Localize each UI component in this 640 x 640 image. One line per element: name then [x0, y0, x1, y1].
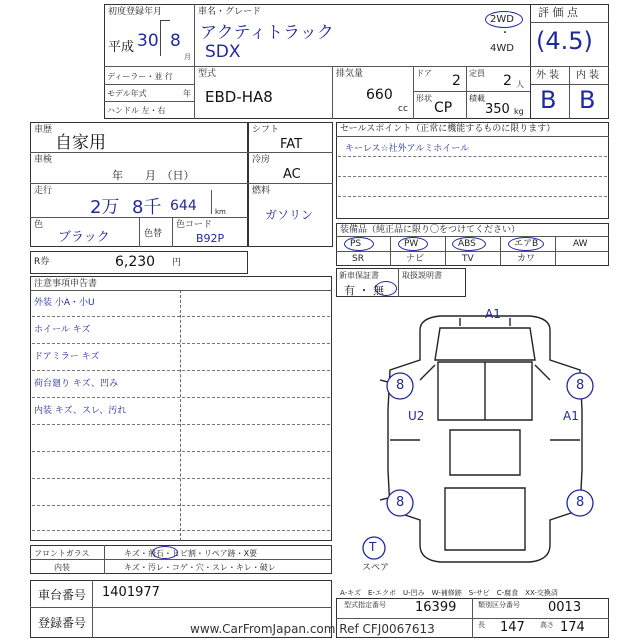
dotted-line [32, 397, 330, 398]
dotted-line [32, 530, 330, 531]
divider [555, 236, 556, 266]
shape-label: 形状 [416, 94, 432, 103]
divider [530, 22, 609, 23]
drive-2wd: 2WD [490, 14, 514, 25]
diag-spare-mark: T [369, 540, 377, 554]
mileage-label: 走行 [34, 186, 53, 196]
divider [104, 101, 194, 102]
divider [211, 190, 212, 214]
category: 自家用 [55, 133, 106, 153]
notes-label: 注意事項申告書 [34, 279, 98, 289]
divider [92, 580, 93, 638]
drive-dot: ・ [500, 28, 510, 39]
dotted-line [32, 424, 330, 425]
equip-abs: ABS [458, 239, 476, 249]
drive-4wd: 4WD [490, 43, 514, 54]
displacement-label: 排気量 [336, 69, 364, 79]
note-item: ホイール キズ [34, 325, 91, 335]
watermark: www.CarFromJapan.com Ref CFJ0067613 [190, 622, 435, 636]
equip-sr: SR [352, 254, 364, 264]
equipment-label: 装備品（純正品に限り〇をつけてください） [340, 225, 521, 235]
score: (4.5) [536, 27, 593, 55]
inspection-value: 年 月 （日） [112, 169, 195, 182]
divider [413, 66, 414, 119]
divider [398, 268, 399, 297]
divider [139, 217, 140, 247]
equip-leather: カワ [517, 254, 536, 264]
divider [336, 251, 609, 252]
diag-right-front: 8 [576, 378, 585, 393]
divider [248, 152, 333, 153]
diag-left-side: U2 [408, 409, 425, 423]
glass-interior-label: 内装 [54, 563, 70, 572]
mileage-man: 2万 [90, 197, 120, 218]
doors: 2 [452, 73, 461, 89]
first-reg-label: 初度登録年月 [108, 7, 163, 17]
capacity-label: 定員 [469, 69, 485, 78]
r-label: R券 [34, 257, 50, 267]
divider [472, 598, 473, 638]
load-unit: kg [514, 107, 524, 116]
carname-label: 車名・グレード [198, 7, 262, 17]
divider [172, 217, 173, 247]
divider [194, 66, 195, 119]
divider [466, 66, 467, 119]
manual-label: 取扱説明書 [402, 271, 442, 280]
aircon: AC [283, 167, 301, 182]
warranty-label: 新車保証書 [339, 271, 379, 280]
note-item: 荷台廻り キズ、凹み [34, 379, 118, 389]
dotted-line [338, 156, 607, 157]
warranty-circle [375, 281, 397, 296]
model-num: 16399 [415, 600, 457, 615]
divider [30, 183, 248, 184]
divider [336, 136, 609, 137]
score-label: 評 価 点 [538, 6, 578, 19]
bracket [160, 20, 161, 56]
height-label: 高さ [540, 621, 554, 629]
mileage-sen: 8千 [132, 197, 162, 218]
car-diagram [360, 300, 610, 580]
era: 平成 [108, 40, 135, 55]
exterior-label: 外 装 [536, 70, 560, 81]
glass-interior-options: キズ・汚レ・コゲ・穴・スレ・キレ・破レ [124, 563, 276, 572]
interior-label: 内 装 [576, 70, 600, 81]
diag-left-front: 8 [396, 378, 405, 393]
aircon-label: 冷房 [252, 155, 271, 165]
sales-label: セールスポイント（正常に機能するものに限ります） [340, 124, 556, 134]
glass-front-options: キズ・飛石・ヒビ割・リペア跡・X要 [124, 549, 258, 558]
class-num-label: 類別区分番号 [478, 601, 520, 609]
diag-top: A1 [485, 307, 501, 321]
load-label: 積載 [469, 94, 485, 103]
reg-label: 登録番号 [38, 616, 87, 630]
dotted-line [338, 176, 607, 177]
dotted-line [32, 370, 330, 371]
grade: SDX [205, 42, 241, 62]
class-num: 0013 [548, 600, 582, 615]
color-code: B92P [196, 232, 225, 245]
displacement: 660 [366, 87, 393, 103]
bracket [160, 20, 170, 21]
dotted-line [32, 343, 330, 344]
equip-ps: PS [350, 239, 362, 249]
legend: A-キズ E-エクボ U-凹み W-補修跡 S-サビ C-腐食 XX-交換済 [340, 589, 558, 597]
shift-label: シフト [252, 125, 280, 135]
diag-spare-label: スペア [362, 563, 390, 573]
color-change-label: 色替 [144, 229, 163, 239]
dotted-line [32, 505, 330, 506]
month-unit: 月 [184, 53, 191, 61]
divider [413, 91, 530, 92]
category-label: 車歴 [34, 125, 53, 135]
length-label: 長 [478, 621, 485, 629]
handle-label: ハンドル 左・右 [107, 106, 166, 115]
divider [104, 84, 194, 85]
divider [248, 183, 333, 184]
dotted-line [338, 196, 607, 197]
exterior-grade: B [540, 86, 557, 114]
divider [390, 236, 391, 266]
equip-tv: TV [462, 254, 474, 264]
diag-right-rear: 8 [576, 495, 585, 510]
load: 350 [485, 102, 510, 117]
divider [500, 236, 501, 266]
diag-right-side: A1 [563, 409, 579, 423]
height-value: 174 [560, 620, 585, 635]
inspection-label: 車検 [34, 155, 53, 165]
model-num-label: 型式指定番号 [344, 601, 386, 609]
divider [445, 236, 446, 266]
dealer-label: ディーラー・並 行 [107, 72, 173, 81]
divider [30, 290, 332, 291]
r-value: 6,230 [115, 254, 156, 270]
color-code-label: 色コード [176, 220, 213, 230]
car-name: アクティトラック [200, 23, 334, 43]
dotted-line [32, 478, 330, 479]
mileage-rest: 644 [170, 198, 197, 214]
note-item: 外装 小A・小U [34, 298, 95, 308]
warranty-value: 有 ・ 無 [344, 284, 384, 297]
sales-point: キーレス☆社外アルミホイール [345, 144, 470, 154]
door-label: ドア [416, 69, 432, 78]
cc-unit: cc [398, 104, 408, 114]
equip-airbag: エアB [514, 239, 539, 249]
divider [569, 66, 570, 119]
chassis-value: 1401977 [102, 585, 160, 600]
fuel-label: 燃料 [252, 186, 271, 196]
capacity: 2 [503, 73, 512, 89]
divider [30, 607, 332, 608]
reg-month: 8 [170, 31, 181, 51]
color: ブラック [58, 230, 110, 245]
interior-grade: B [579, 86, 596, 114]
divider [180, 290, 181, 541]
length-value: 147 [500, 620, 525, 635]
model-year-label: モデル年式 [107, 89, 147, 98]
type-value: EBD-HA8 [205, 88, 273, 106]
km-unit: km [215, 208, 226, 216]
divider [194, 4, 195, 66]
divider [332, 66, 333, 119]
dotted-line [32, 451, 330, 452]
color-label: 色 [34, 220, 44, 230]
glass-circle [152, 546, 178, 559]
divider [104, 545, 105, 574]
shape: CP [434, 100, 453, 116]
dotted-line [32, 316, 330, 317]
equip-aw: AW [573, 239, 588, 249]
r-unit: 円 [172, 258, 182, 268]
type-label: 型式 [198, 69, 217, 79]
note-item: ドアミラー キズ [34, 352, 100, 362]
diag-left-rear: 8 [396, 495, 405, 510]
note-item: 内装 キズ、スレ、汚れ [34, 406, 127, 416]
equip-navi: ナビ [406, 254, 425, 264]
fuel: ガソリン [265, 208, 314, 222]
capacity-unit: 人 [516, 80, 524, 89]
chassis-label: 車台番号 [38, 588, 87, 602]
glass-front-label: フロントガラス [34, 549, 90, 558]
shift: FAT [280, 137, 303, 152]
equip-pw: PW [404, 239, 419, 249]
reg-year: 30 [137, 31, 159, 51]
divider [30, 559, 332, 560]
model-year-unit: 年 [183, 89, 191, 98]
